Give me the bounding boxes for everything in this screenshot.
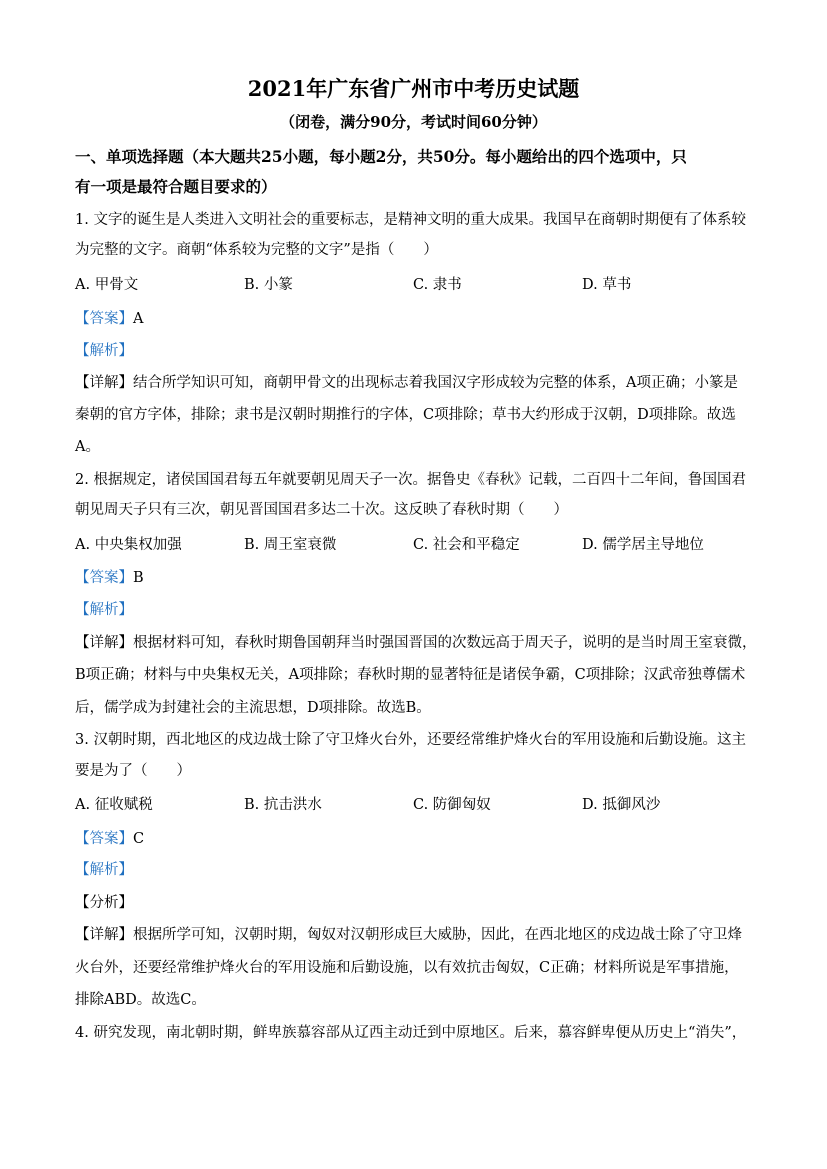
question-2-detail-line-1 <box>75 631 755 655</box>
question-2-option-c: C. 社会和平稳定 <box>413 537 520 553</box>
question-2-option-d: D. 儒学居主导地位 <box>582 537 704 553</box>
answer-label: 【答案】 <box>75 311 133 327</box>
question-1-detail-line-1 <box>75 371 755 395</box>
question-1-detail-line-3: A。 <box>75 439 100 455</box>
question-2-option-b: B. 周王室衰微 <box>244 537 337 553</box>
answer-value: C <box>133 831 145 847</box>
answer-value: B <box>133 570 144 586</box>
question-1-option-b: B. 小篆 <box>244 277 293 293</box>
question-1-detail-line-2: 秦朝的官方字体，排除；隶书是汉朝时期推行的字体，C项排除；草书大约形成于汉朝，D项排除。故选 <box>75 407 736 423</box>
question-3-stem-line-1: 3. 汉朝时期，西北地区的戍边战士除了守卫烽火台外，还要经常维护烽火台的军用设施和后勤设施。这主 <box>75 732 746 748</box>
detail-text: 结合所学知识可知，商朝甲骨文的出现标志着我国汉字形成较为完整的体系，A项正确；小篆是 <box>133 375 738 391</box>
question-1-answer <box>75 307 755 331</box>
question-1-analysis-label: 【解析】 <box>75 343 133 359</box>
section-heading-line-2: 有一项是最符合题目要求的） <box>75 177 277 196</box>
question-3-answer <box>75 827 755 851</box>
detail-label: 【详解】 <box>75 927 133 943</box>
detail-text: 根据所学可知，汉朝时期，匈奴对汉朝形成巨大威胁，因此，在西北地区的戍边战士除了守卫烽 <box>133 927 742 943</box>
question-2-stem-line-1: 2. 根据规定，诸侯国国君每五年就要朝见周天子一次。据鲁史《春秋》记载，二百四十二年间，鲁国国君 <box>75 472 746 488</box>
question-4-stem-line-1: 4. 研究发现，南北朝时期，鲜卑族慕容部从辽西主动迁到中原地区。后来，慕容鲜卑便从历史上“消失”， <box>75 1025 747 1041</box>
question-3-stem-line-2: 要是为了（ ） <box>75 763 191 779</box>
detail-text: 根据材料可知，春秋时期鲁国朝拜当时强国晋国的次数远高于周天子，说明的是当时周王室衰微， <box>133 635 757 651</box>
question-2-detail-line-2: B项正确；材料与中央集权无关，A项排除；春秋时期的显著特征是诸侯争霸，C项排除；汉武帝独尊儒术 <box>75 667 746 683</box>
question-2-answer <box>75 566 755 590</box>
question-1-stem-line-1: 1. 文字的诞生是人类进入文明社会的重要标志，是精神文明的重大成果。我国早在商朝时期便有了体系较 <box>75 212 746 228</box>
page-title: 2021年广东省广州市中考历史试题 <box>247 76 580 101</box>
question-2-stem-line-2: 朝见周天子只有三次，朝见晋国国君多达二十次。这反映了春秋时期（ ） <box>75 502 568 518</box>
question-1-option-d: D. 草书 <box>582 277 632 293</box>
question-3-analysis-label: 【解析】 <box>75 862 133 878</box>
detail-label: 【详解】 <box>75 635 133 651</box>
answer-label: 【答案】 <box>75 570 133 586</box>
question-3-detail-line-1 <box>75 923 755 947</box>
question-3-fenxi-label: 【分析】 <box>75 895 133 911</box>
question-3-option-a: A. 征收赋税 <box>75 797 153 813</box>
question-3-detail-line-3: 排除ABD。故选C。 <box>75 992 206 1008</box>
detail-label: 【详解】 <box>75 375 133 391</box>
question-3-option-d: D. 抵御风沙 <box>582 797 661 813</box>
section-heading-line-1: 一、单项选择题（本大题共25小题，每小题2分，共50分。每小题给出的四个选项中，只 <box>75 147 687 166</box>
question-1-stem-line-2: 为完整的文字。商朝“体系较为完整的文字”是指（ ） <box>75 242 438 258</box>
question-2-option-a: A. 中央集权加强 <box>75 537 182 553</box>
question-2-detail-line-3: 后，儒学成为封建社会的主流思想，D项排除。故选B。 <box>75 700 431 716</box>
question-3-detail-line-2: 火台外，还要经常维护烽火台的军用设施和后勤设施，以有效抗击匈奴，C正确；材料所说是军事措施， <box>75 960 739 976</box>
answer-value: A <box>133 311 144 327</box>
answer-label: 【答案】 <box>75 831 133 847</box>
question-1-option-a: A. 甲骨文 <box>75 277 139 293</box>
page-subtitle: （闭卷，满分90分，考试时间60分钟） <box>280 113 547 131</box>
question-2-analysis-label: 【解析】 <box>75 602 133 618</box>
question-3-option-c: C. 防御匈奴 <box>413 797 491 813</box>
question-1-option-c: C. 隶书 <box>413 277 462 293</box>
question-3-option-b: B. 抗击洪水 <box>244 797 322 813</box>
